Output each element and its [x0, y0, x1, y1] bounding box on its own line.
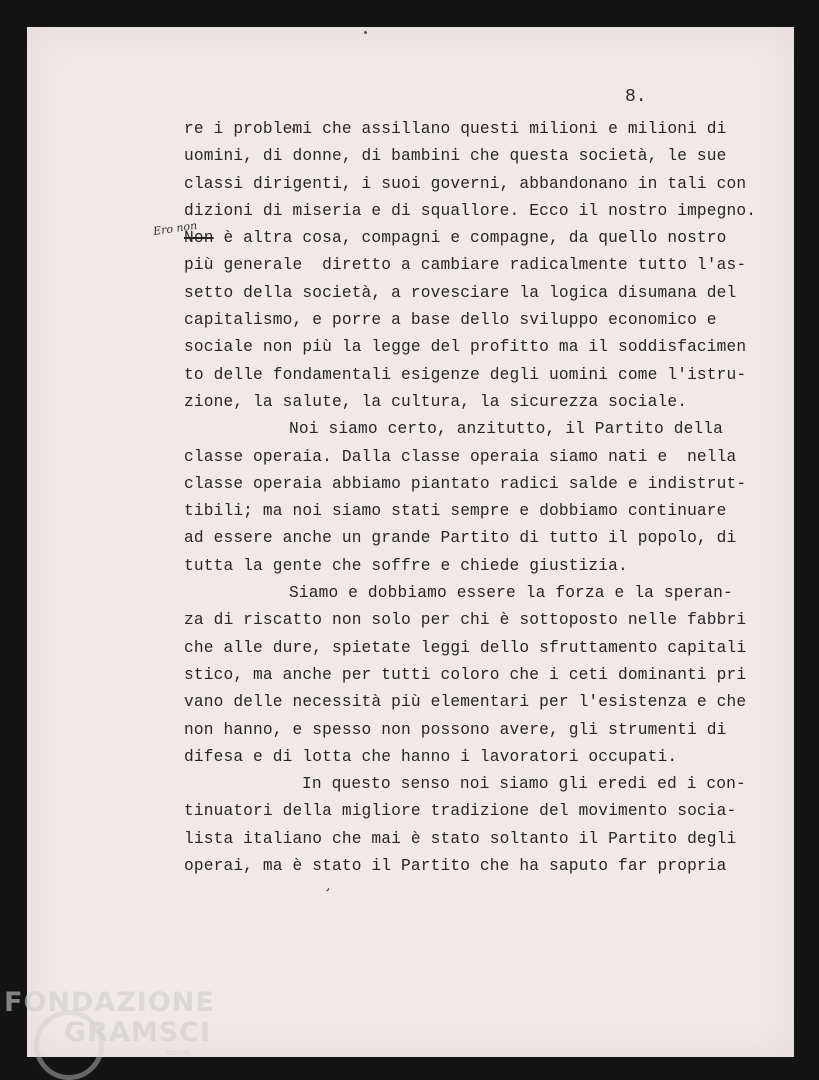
- text-line: to delle fondamentali esigenze degli uomini come l'istru-: [184, 365, 747, 384]
- text-line: lista italiano che mai è stato soltanto il Partito degli: [184, 829, 737, 848]
- text-line: più generale diretto a cambiare radicalmente tutto l'as-: [184, 256, 747, 275]
- paragraph-start-line: Siamo e dobbiamo essere la forza e la speran-: [289, 584, 733, 603]
- text-line: operai, ma è stato il Partito che ha saputo far propria: [184, 857, 727, 876]
- text-line: re i problemi che assillano questi milioni e milioni di: [184, 120, 727, 138]
- watermark-line2: GRAMSCI: [64, 1017, 212, 1048]
- paragraph-start-line: Noi siamo certo, anzitutto, il Partito della: [289, 420, 724, 439]
- text-line: uomini, di donne, di bambini che questa società, le sue: [184, 147, 727, 166]
- text-line: zione, la salute, la cultura, la sicurezza sociale.: [184, 392, 688, 411]
- text-line: che alle dure, spietate leggi dello sfruttamento capitali: [184, 638, 747, 657]
- text-line: ad essere anche un grande Partito di tutto il popolo, di: [184, 529, 737, 548]
- struck-word: Non: [184, 229, 214, 248]
- text-line: sociale non più la legge del profitto ma il soddisfacimen: [184, 338, 747, 357]
- paragraph-start-line: In questo senso noi siamo gli eredi ed i con-: [302, 775, 746, 794]
- page-number: 8.: [625, 87, 647, 107]
- handwritten-comma: ,: [325, 877, 334, 895]
- text-line: capitalismo, e porre a base dello sviluppo economico e: [184, 311, 717, 330]
- text-line: tinuatori della migliore tradizione del movimento socia-: [184, 802, 737, 821]
- ink-dot: [364, 31, 367, 34]
- text-line: tibili; ma noi siamo stati sempre e dobbiamo continuare: [184, 502, 727, 521]
- text-line-with-correction: [184, 225, 764, 252]
- text-line: stico, ma anche per tutti coloro che i ceti dominanti pri: [184, 665, 747, 684]
- text-line: dizioni di miseria e di squallore. Ecco il nostro impegno.: [184, 201, 757, 220]
- text-line: difesa e di lotta che hanno i lavoratori occupati.: [184, 747, 678, 766]
- watermark-line1: FONDAZIONE: [4, 987, 215, 1018]
- text-line: non hanno, e spesso non possono avere, gli strumenti di: [184, 720, 727, 739]
- handwritten-annotation: Ero non: [152, 218, 198, 239]
- typed-text-body: [184, 116, 764, 880]
- text-line: za di riscatto non solo per chi è sottoposto nelle fabbri: [184, 611, 747, 630]
- text-line: tutta la gente che soffre e chiede giustizia.: [184, 556, 628, 575]
- text-line: classe operaia. Dalla classe operaia siamo nati e nella: [184, 447, 737, 466]
- text-line: vano delle necessità più elementari per l'esistenza e che: [184, 693, 747, 712]
- text-line: classe operaia abbiamo piantato radici salde e indistrut-: [184, 474, 747, 493]
- fondazione-gramsci-watermark: [4, 988, 215, 1058]
- text-line-rest: è altra cosa, compagni e compagne, da quello nostro: [213, 229, 727, 248]
- watermark-line3: onlus: [166, 1048, 191, 1058]
- text-line: setto della società, a rovesciare la logica disumana del: [184, 283, 737, 302]
- text-line: classi dirigenti, i suoi governi, abbandonano in tali con: [184, 174, 747, 193]
